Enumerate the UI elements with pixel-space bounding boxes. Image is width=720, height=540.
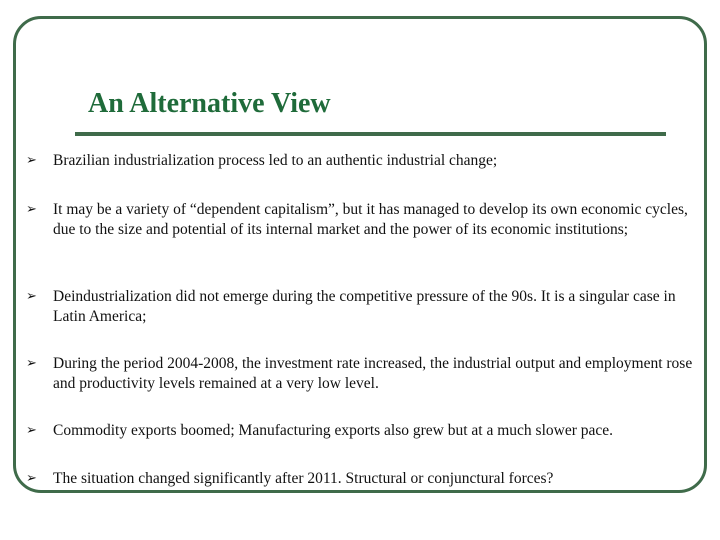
arrow-bullet-icon: ➢ (26, 202, 37, 217)
bullet-text: Brazilian industrialization process led to an authentic industrial change; (53, 152, 498, 169)
arrow-bullet-icon: ➢ (26, 153, 37, 168)
bullet-text: Commodity exports boomed; Manufacturing exports also grew but at a much slower pace. (53, 422, 614, 439)
arrow-bullet-icon: ➢ (26, 423, 37, 438)
arrow-bullet-icon: ➢ (26, 356, 37, 371)
bullet-text: During the period 2004-2008, the investment rate increased, the industrial output and employment rose and productivity levels remained at a very low level. (53, 355, 693, 392)
arrow-bullet-icon: ➢ (26, 289, 37, 304)
bullet-text: The situation changed significantly after 2011. Structural or conjunctural forces? (53, 470, 554, 487)
arrow-bullet-icon: ➢ (26, 471, 37, 486)
bullet-text: Deindustrialization did not emerge during the competitive pressure of the 90s. It is a singular case in Latin America; (53, 288, 676, 325)
slide-title: An Alternative View (88, 88, 331, 119)
bullet-text: It may be a variety of “dependent capitalism”, but it has managed to develop its own economic cycles, due to the size and potential of its internal market and the power of its economic institutions; (53, 201, 688, 238)
